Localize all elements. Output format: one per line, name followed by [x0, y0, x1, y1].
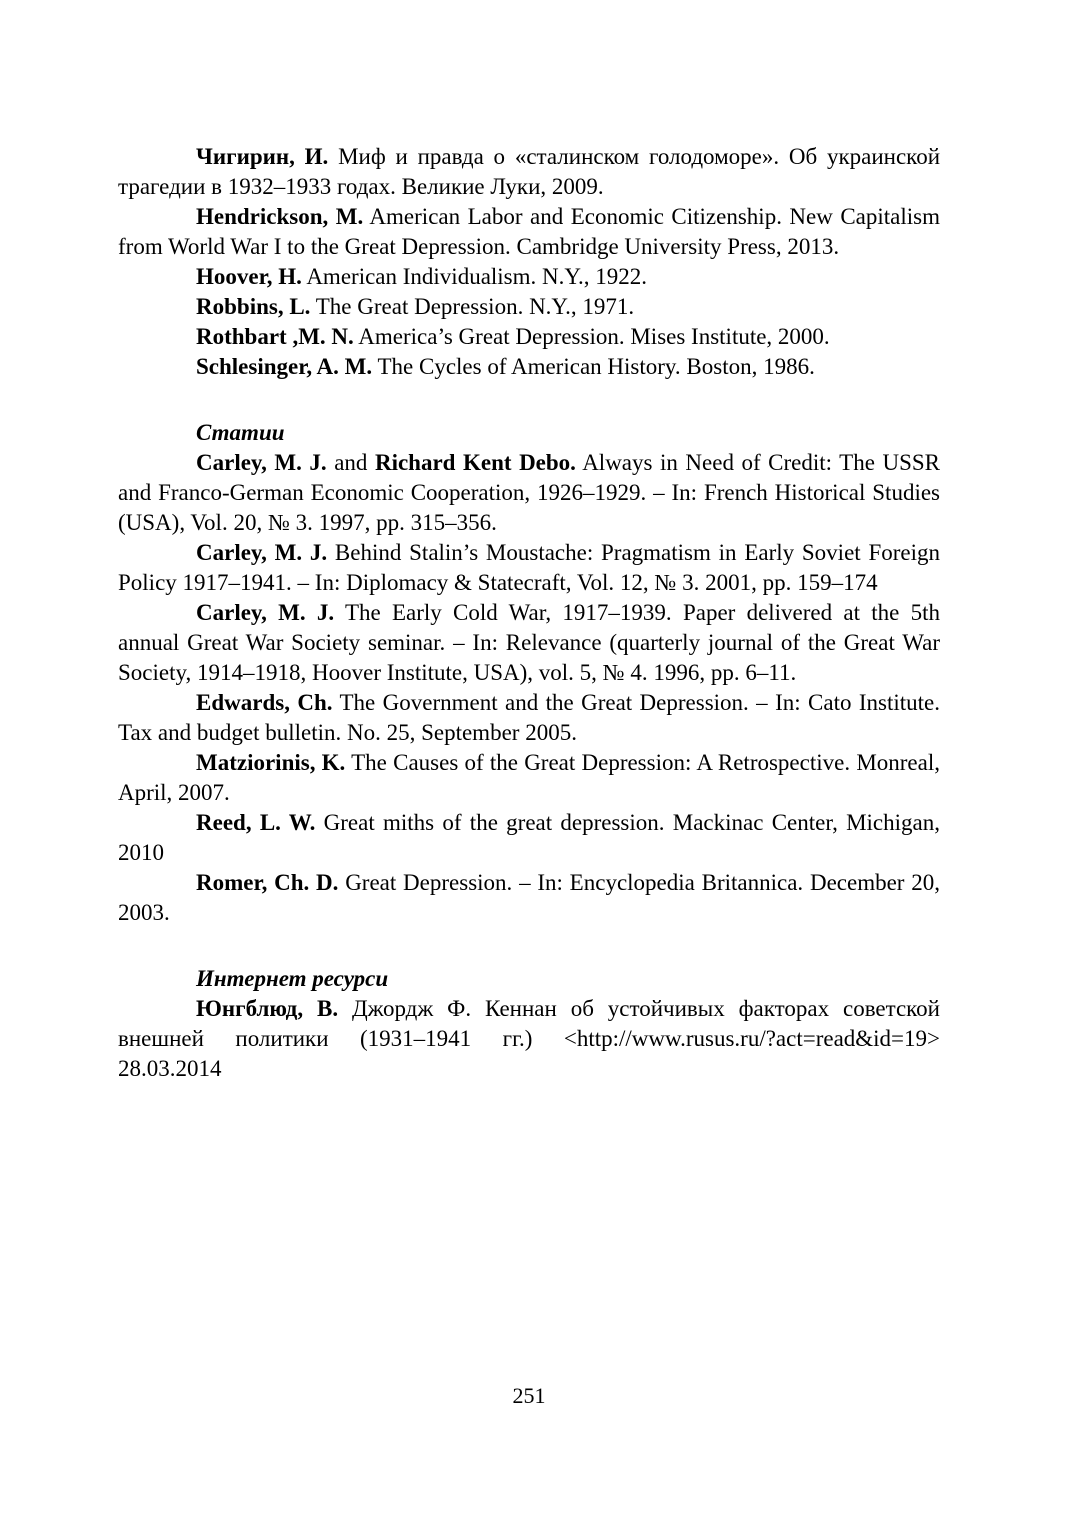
- entry-author: Matziorinis, K.: [196, 750, 346, 775]
- entry-author: Romer, Ch. D.: [196, 870, 339, 895]
- entry-text: American Labor and Economic Citizenship. New Capitalism from World War I to the Great Depression. Cambridge University Press, 2013.: [118, 204, 940, 259]
- bibliography-entry: [118, 448, 940, 538]
- section-heading-articles: Статии: [196, 420, 285, 445]
- entry-text: Great Depression. – In: Encyclopedia Britannica. December 20, 2003.: [118, 870, 940, 925]
- entry-author: Rothbart ,M. N.: [196, 324, 354, 349]
- entry-author: Чигирин, И.: [196, 144, 329, 169]
- entry-author: Reed, L. W.: [196, 810, 316, 835]
- bibliography-entry: [118, 292, 940, 322]
- bibliography-entry: [118, 142, 940, 202]
- entry-author: Юнгблюд, В.: [196, 996, 339, 1021]
- bibliography-entry: [118, 598, 940, 688]
- entry-text: America’s Great Depression. Mises Institute, 2000.: [353, 324, 830, 349]
- entry-text: The Great Depression. N.Y., 1971.: [310, 294, 635, 319]
- entry-text: The Early Cold War, 1917–1939. Paper delivered at the 5th annual Great War Society seminar. – In: Relevance (quarterly journal of the Great War Society, 1914–1918, Hoover Institute, USA), vol. 5, № 4. 1996, pp. 6–11.: [118, 600, 940, 685]
- bibliography-entry: [118, 748, 940, 808]
- entry-author: Schlesinger, A. M.: [196, 354, 373, 379]
- bibliography-entry: [118, 688, 940, 748]
- entry-text: Джордж Ф. Кеннан об устойчивых факторах советской внешней политики (1931–1941 гг.) <http://www.rusus.ru/?act=read&id=19> 28.03.2014: [118, 996, 940, 1081]
- entry-author: Hendrickson, M.: [196, 204, 364, 229]
- entry-author-second: Richard Kent Debo.: [374, 450, 576, 475]
- entry-text: The Causes of the Great Depression: A Retrospective. Monreal, April, 2007.: [118, 750, 940, 805]
- entry-text: The Government and the Great Depression. – In: Cato Institute. Tax and budget bulletin. No. 25, September 2005.: [118, 690, 940, 745]
- page-number: 251: [512, 1383, 546, 1408]
- entry-text: Always in Need of Credit: The USSR and Franco-German Economic Cooperation, 1926–1929. – In: French Historical Studies (USA), Vol. 20, № 3. 1997, pp. 315–356.: [118, 450, 940, 535]
- bibliography-entry: [118, 322, 940, 352]
- entry-text: The Cycles of American History. Boston, 1986.: [372, 354, 815, 379]
- entry-connector: and: [326, 450, 375, 475]
- entry-author: Edwards, Ch.: [196, 690, 333, 715]
- bibliography-entry: [118, 352, 940, 382]
- entry-author: Carley, M. J.: [196, 540, 328, 565]
- bibliography-entry: [118, 538, 940, 598]
- bibliography-entry: [118, 994, 940, 1084]
- entry-author: Carley, M. J.: [196, 600, 335, 625]
- bibliography-entry: [118, 808, 940, 868]
- entry-text: Behind Stalin’s Moustache: Pragmatism in Early Soviet Foreign Policy 1917–1941. – In: Diplomacy & Statecraft, Vol. 12, № 3. 2001, pp. 159–174: [118, 540, 940, 595]
- entry-author: Hoover, H.: [196, 264, 302, 289]
- entry-author: Robbins, L.: [196, 294, 311, 319]
- bibliography-entry: [118, 262, 940, 292]
- bibliography-entry: [118, 868, 940, 928]
- section-heading-internet: Интернет ресурси: [196, 966, 389, 991]
- entry-author: Carley, M. J.: [196, 450, 327, 475]
- entry-text: Great miths of the great depression. Mackinac Center, Michigan, 2010: [118, 810, 940, 865]
- bibliography-entry: [118, 202, 940, 262]
- bibliography-text-block: [118, 142, 940, 1084]
- entry-text: Миф и правда о «сталинском голодоморе». Об украинской трагедии в 1932–1933 годах. Великие Луки, 2009.: [118, 144, 940, 199]
- entry-text: American Individualism. N.Y., 1922.: [301, 264, 648, 289]
